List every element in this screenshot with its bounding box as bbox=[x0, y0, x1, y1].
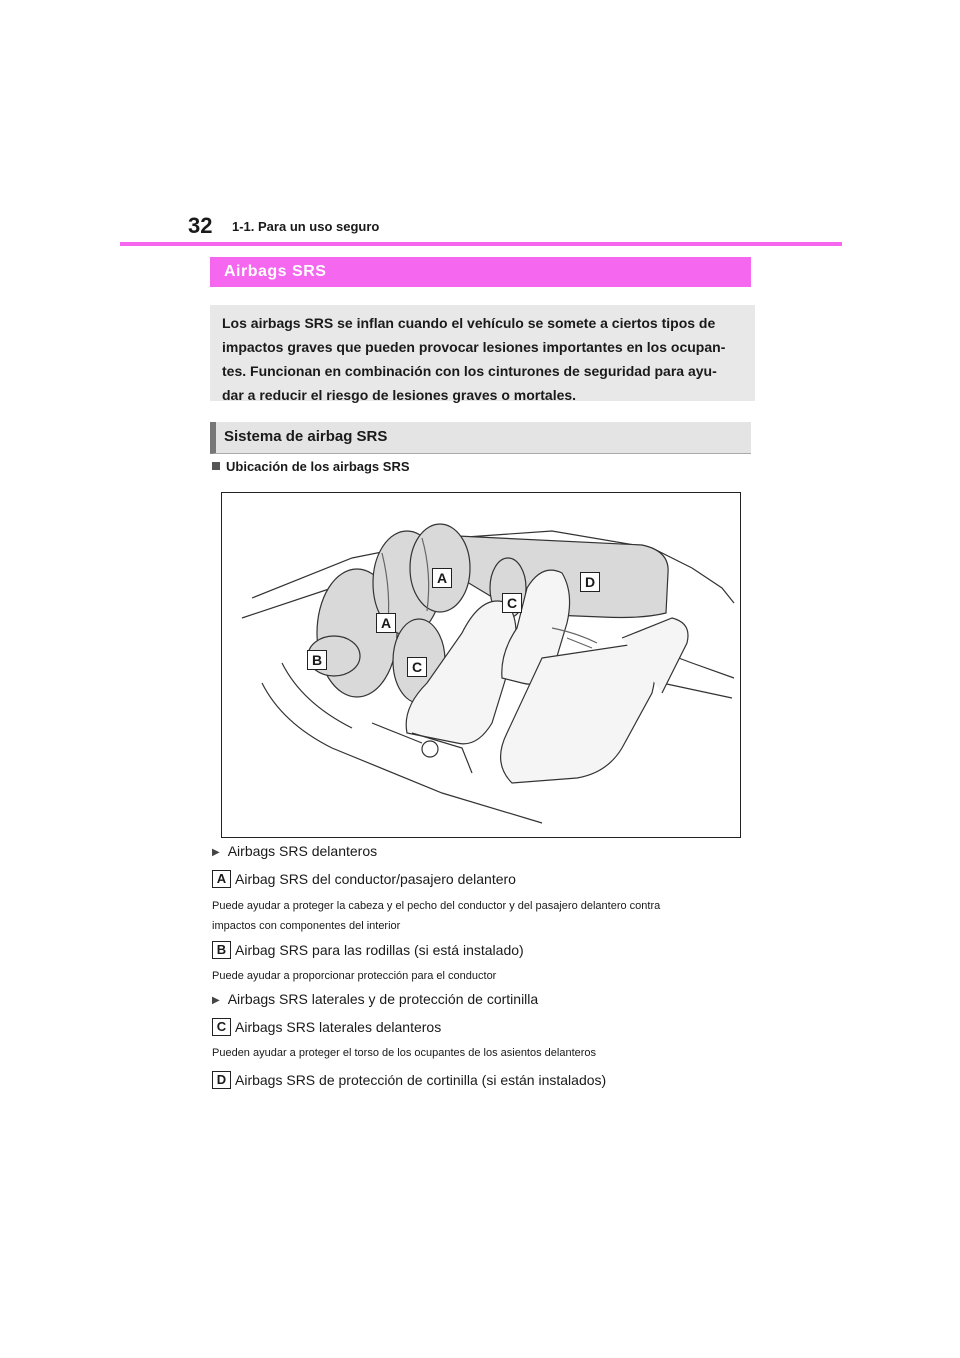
group-heading-front bbox=[212, 843, 377, 859]
square-bullet-icon bbox=[212, 462, 220, 470]
intro-line: tes. Funcionan en combinación con los cinturones de seguridad para ayu- bbox=[222, 363, 717, 379]
group-heading-side bbox=[212, 991, 538, 1007]
legend-item-b bbox=[212, 941, 524, 959]
legend-note-a bbox=[212, 896, 752, 936]
legend-note-b: Puede ayudar a proporcionar protección para el conductor bbox=[212, 970, 497, 982]
triangle-bullet-icon: ▶ bbox=[212, 847, 220, 858]
figure-label-d: D bbox=[580, 572, 600, 592]
topic-heading bbox=[212, 459, 410, 474]
letter-badge: B bbox=[212, 941, 231, 959]
sub-heading: Sistema de airbag SRS bbox=[210, 422, 751, 454]
legend-item-text: Airbag SRS del conductor/pasajero delantero bbox=[235, 871, 516, 887]
group-heading-text: Airbags SRS delanteros bbox=[227, 843, 378, 859]
intro-box bbox=[210, 305, 755, 401]
legend-item-d bbox=[212, 1071, 606, 1089]
legend-item-c bbox=[212, 1018, 441, 1036]
figure-label-a: A bbox=[432, 568, 452, 588]
note-line: Puede ayudar a proteger la cabeza y el pecho del conductor y del pasajero delantero contra bbox=[212, 900, 661, 912]
airbag-figure bbox=[221, 492, 741, 838]
letter-badge: C bbox=[212, 1018, 231, 1036]
triangle-bullet-icon: ▶ bbox=[212, 995, 220, 1006]
figure-label-c: C bbox=[407, 657, 427, 677]
legend-item-a bbox=[212, 870, 516, 888]
letter-badge: A bbox=[212, 870, 231, 888]
legend-item-text: Airbag SRS para las rodillas (si está instalado) bbox=[235, 942, 524, 958]
group-heading-text: Airbags SRS laterales y de protección de cortinilla bbox=[227, 991, 539, 1007]
figure-label-a: A bbox=[376, 613, 396, 633]
note-line: impactos con componentes del interior bbox=[212, 920, 401, 932]
car-interior-illustration bbox=[222, 493, 739, 836]
legend-item-text: Airbags SRS de protección de cortinilla (si están instalados) bbox=[235, 1072, 607, 1088]
letter-badge: D bbox=[212, 1071, 231, 1089]
topic-heading-text: Ubicación de los airbags SRS bbox=[226, 459, 410, 474]
figure-label-c: C bbox=[502, 593, 522, 613]
legend-item-text: Airbags SRS laterales delanteros bbox=[235, 1019, 442, 1035]
legend-note-c: Pueden ayudar a proteger el torso de los ocupantes de los asientos delanteros bbox=[212, 1047, 597, 1059]
figure-label-b: B bbox=[307, 650, 327, 670]
header-rule bbox=[120, 242, 842, 246]
intro-line: Los airbags SRS se inflan cuando el vehículo se somete a ciertos tipos de bbox=[222, 315, 716, 331]
page-number: 32 bbox=[188, 213, 213, 238]
intro-line: impactos graves que pueden provocar lesiones importantes en los ocupan- bbox=[222, 339, 726, 355]
section-path: 1-1. Para un uso seguro bbox=[232, 219, 380, 234]
intro-line: dar a reducir el riesgo de lesiones graves o mortales. bbox=[222, 387, 577, 403]
section-banner: Airbags SRS bbox=[210, 257, 751, 287]
